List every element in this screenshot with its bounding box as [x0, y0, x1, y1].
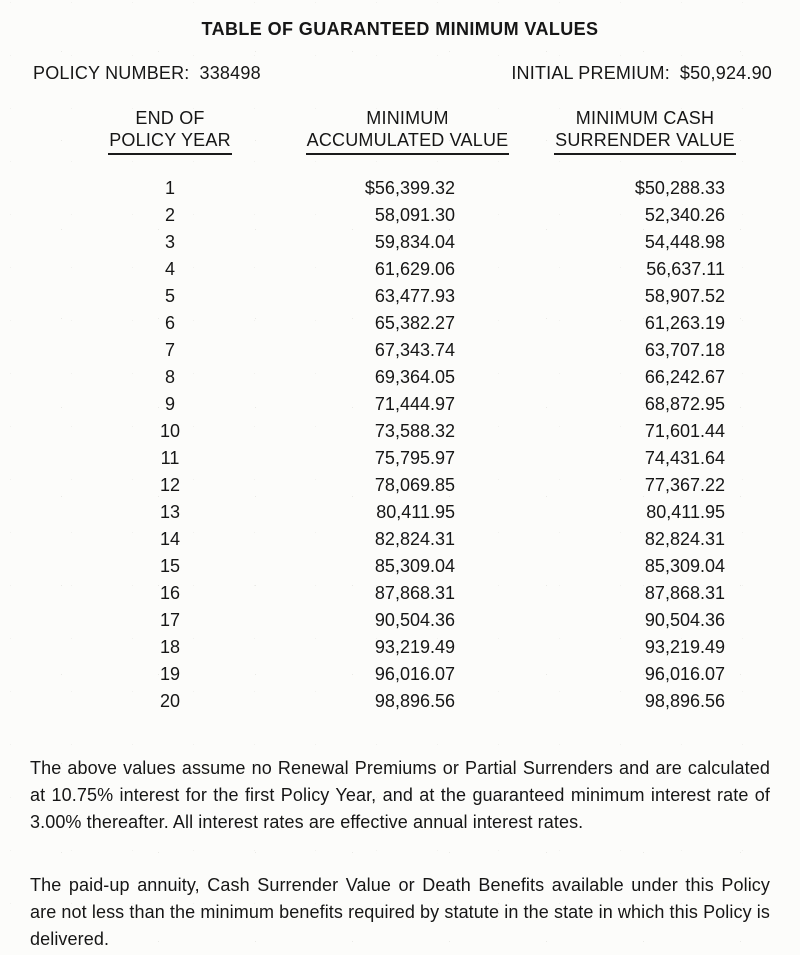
cell-policy-year: 17	[159, 610, 181, 630]
cell-policy-year: 16	[159, 583, 181, 603]
cell-surrender-value: 56,637.11	[646, 259, 725, 279]
cell-policy-year: 8	[164, 367, 175, 387]
table-row	[40, 202, 775, 229]
cell-surrender-value: 61,263.19	[644, 313, 725, 333]
column-header-policy-year	[40, 107, 300, 155]
policy-number-label: POLICY NUMBER:	[33, 63, 190, 83]
cell-surrender-value: 63,707.18	[644, 340, 725, 360]
cell-accumulated-value: 85,309.04	[374, 556, 455, 576]
cell-surrender-value: 96,016.07	[644, 664, 725, 684]
cell-accumulated-value: 78,069.85	[374, 475, 455, 495]
table-row	[40, 607, 775, 634]
column-header-line2: SURRENDER VALUE	[554, 129, 736, 155]
column-header-accumulated-value	[300, 107, 515, 155]
table-header-row	[40, 107, 775, 155]
cell-policy-year: 18	[159, 637, 181, 657]
cell-policy-year: 7	[164, 340, 175, 360]
cell-policy-year: 15	[159, 556, 181, 576]
cell-policy-year: 2	[164, 205, 175, 225]
cell-policy-year: 12	[159, 475, 181, 495]
cell-policy-year: 1	[164, 178, 175, 198]
cell-accumulated-value: 96,016.07	[374, 664, 455, 684]
cell-policy-year: 13	[159, 502, 181, 522]
page-title: TABLE OF GUARANTEED MINIMUM VALUES	[201, 19, 599, 39]
cell-surrender-value: 77,367.22	[644, 475, 725, 495]
cell-surrender-value: 66,242.67	[644, 367, 725, 387]
table-row	[40, 283, 775, 310]
cell-surrender-value: 74,431.64	[644, 448, 725, 468]
table-row	[40, 688, 775, 715]
cell-policy-year: 5	[164, 286, 175, 306]
policy-number	[33, 64, 261, 82]
cell-accumulated-value: 71,444.97	[374, 394, 455, 414]
cell-surrender-value: 90,504.36	[644, 610, 725, 630]
cell-surrender-value: 71,601.44	[644, 421, 725, 441]
cell-policy-year: 11	[160, 448, 180, 468]
cell-accumulated-value: 93,219.49	[374, 637, 455, 657]
table-row	[40, 418, 775, 445]
column-header-line1: END OF	[135, 108, 205, 128]
cell-accumulated-value: 58,091.30	[374, 205, 455, 225]
cell-accumulated-value: 61,629.06	[374, 259, 455, 279]
initial-premium-label: INITIAL PREMIUM:	[511, 63, 670, 83]
cell-surrender-value: 82,824.31	[644, 529, 725, 549]
cell-accumulated-value: 59,834.04	[374, 232, 455, 252]
cell-accumulated-value: 65,382.27	[374, 313, 455, 333]
cell-surrender-value: 58,907.52	[644, 286, 725, 306]
table-row	[40, 337, 775, 364]
cell-accumulated-value: 75,795.97	[374, 448, 455, 468]
cell-accumulated-value: 69,364.05	[374, 367, 455, 387]
column-header-line2: POLICY YEAR	[108, 129, 232, 155]
column-header-surrender-value	[515, 107, 775, 155]
cell-accumulated-value: 98,896.56	[374, 691, 455, 711]
cell-surrender-value: 54,448.98	[644, 232, 725, 252]
cell-surrender-value: 98,896.56	[644, 691, 725, 711]
cell-accumulated-value: 63,477.93	[374, 286, 455, 306]
cell-accumulated-value: 82,824.31	[374, 529, 455, 549]
table-row	[40, 634, 775, 661]
table-row	[40, 445, 775, 472]
cell-accumulated-value: $56,399.32	[364, 178, 455, 198]
table-row	[40, 364, 775, 391]
cell-surrender-value: 52,340.26	[644, 205, 725, 225]
statute-note: The paid-up annuity, Cash Surrender Value or Death Benefits available under this Policy are not less than the minimum benefits required by statute in the state in which this Policy is delivered.	[30, 875, 770, 949]
cell-surrender-value: 85,309.04	[644, 556, 725, 576]
table-row	[40, 661, 775, 688]
table-row	[40, 155, 775, 202]
cell-policy-year: 10	[159, 421, 181, 441]
interest-rate-note: The above values assume no Renewal Premiums or Partial Surrenders and are calculated at 10.75% interest for the first Policy Year, and at the guaranteed minimum interest rate of 3.00% thereafter. All interest rates are effective annual interest rates.	[30, 758, 770, 832]
table-row	[40, 499, 775, 526]
cell-accumulated-value: 87,868.31	[374, 583, 455, 603]
initial-premium	[511, 64, 772, 82]
cell-policy-year: 4	[164, 259, 175, 279]
guaranteed-values-table	[40, 107, 775, 715]
column-header-line1: MINIMUM	[366, 108, 449, 128]
policy-number-value: 338498	[199, 63, 261, 83]
table-row	[40, 256, 775, 283]
cell-policy-year: 3	[164, 232, 175, 252]
table-row	[40, 526, 775, 553]
table-row	[40, 472, 775, 499]
cell-policy-year: 9	[164, 394, 175, 414]
cell-policy-year: 6	[164, 313, 175, 333]
table-row	[40, 553, 775, 580]
cell-policy-year: 19	[159, 664, 181, 684]
cell-policy-year: 20	[159, 691, 181, 711]
cell-accumulated-value: 80,411.95	[376, 502, 455, 522]
table-row	[40, 580, 775, 607]
cell-accumulated-value: 73,588.32	[374, 421, 455, 441]
policy-header-row	[33, 64, 772, 82]
cell-surrender-value: $50,288.33	[634, 178, 725, 198]
table-row	[40, 310, 775, 337]
table-row	[40, 229, 775, 256]
initial-premium-value: $50,924.90	[679, 63, 772, 83]
cell-accumulated-value: 90,504.36	[374, 610, 455, 630]
cell-surrender-value: 80,411.95	[646, 502, 725, 522]
cell-surrender-value: 93,219.49	[644, 637, 725, 657]
table-body	[40, 155, 775, 715]
column-header-line2: ACCUMULATED VALUE	[306, 129, 510, 155]
cell-surrender-value: 68,872.95	[644, 394, 725, 414]
cell-accumulated-value: 67,343.74	[374, 340, 455, 360]
cell-surrender-value: 87,868.31	[644, 583, 725, 603]
column-header-line1: MINIMUM CASH	[575, 108, 715, 128]
table-row	[40, 391, 775, 418]
cell-policy-year: 14	[159, 529, 181, 549]
